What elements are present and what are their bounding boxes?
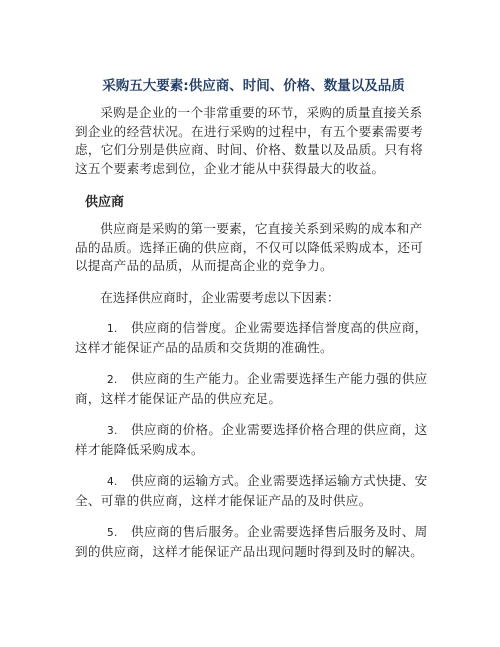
list-intro: 在选择供应商时，企业需要考虑以下因素：	[100, 289, 340, 305]
list-item-text: 供应商的信誉度。企业需要选择信誉度高的供应商，这样才能保证产品的品质和交货期的准确性。	[75, 320, 428, 355]
list-item-text: 供应商的生产能力。企业需要选择生产能力强的供应商，这样才能保证产品的供应充足。	[75, 371, 428, 406]
list-item	[75, 523, 432, 561]
list-item	[75, 319, 432, 357]
intro-paragraph: 采购是企业的一个非常重要的环节，采购的质量直接关系到企业的经营状况。在进行采购的过程中，有五个要素需要考虑，它们分别是供应商、时间、价格、数量以及品质。只有将这五个要素考虑到位，企业才能从中获得最大的收益。	[75, 105, 424, 176]
list-item	[75, 421, 432, 459]
list-item-number: 5.	[107, 527, 118, 539]
list-item-number: 2.	[107, 374, 118, 386]
list-item-text: 供应商的运输方式。企业需要选择运输方式快捷、安全、可靠的供应商，这样才能保证产品的及时供应。	[75, 473, 428, 508]
list-item-number: 4.	[107, 476, 118, 488]
factor-list	[75, 319, 432, 561]
list-item-number: 1.	[107, 323, 118, 335]
list-item	[75, 472, 432, 510]
list-item-number: 3.	[107, 425, 118, 437]
list-item-text: 供应商的价格。企业需要选择价格合理的供应商，这样才能降低采购成本。	[75, 422, 428, 457]
section-heading: 供应商	[85, 195, 125, 210]
document-title: 采购五大要素:供应商、时间、价格、数量以及品质	[102, 78, 405, 94]
list-item-text: 供应商的售后服务。企业需要选择售后服务及时、周到的供应商，这样才能保证产品出现问题时得到及时的解决。	[75, 524, 428, 559]
list-item	[75, 370, 432, 408]
section-paragraph: 供应商是采购的第一要素，它直接关系到采购的成本和产品的品质。选择正确的供应商，不仅可以降低采购成本，还可以提高产品的品质，从而提高企业的竞争力。	[75, 221, 424, 273]
